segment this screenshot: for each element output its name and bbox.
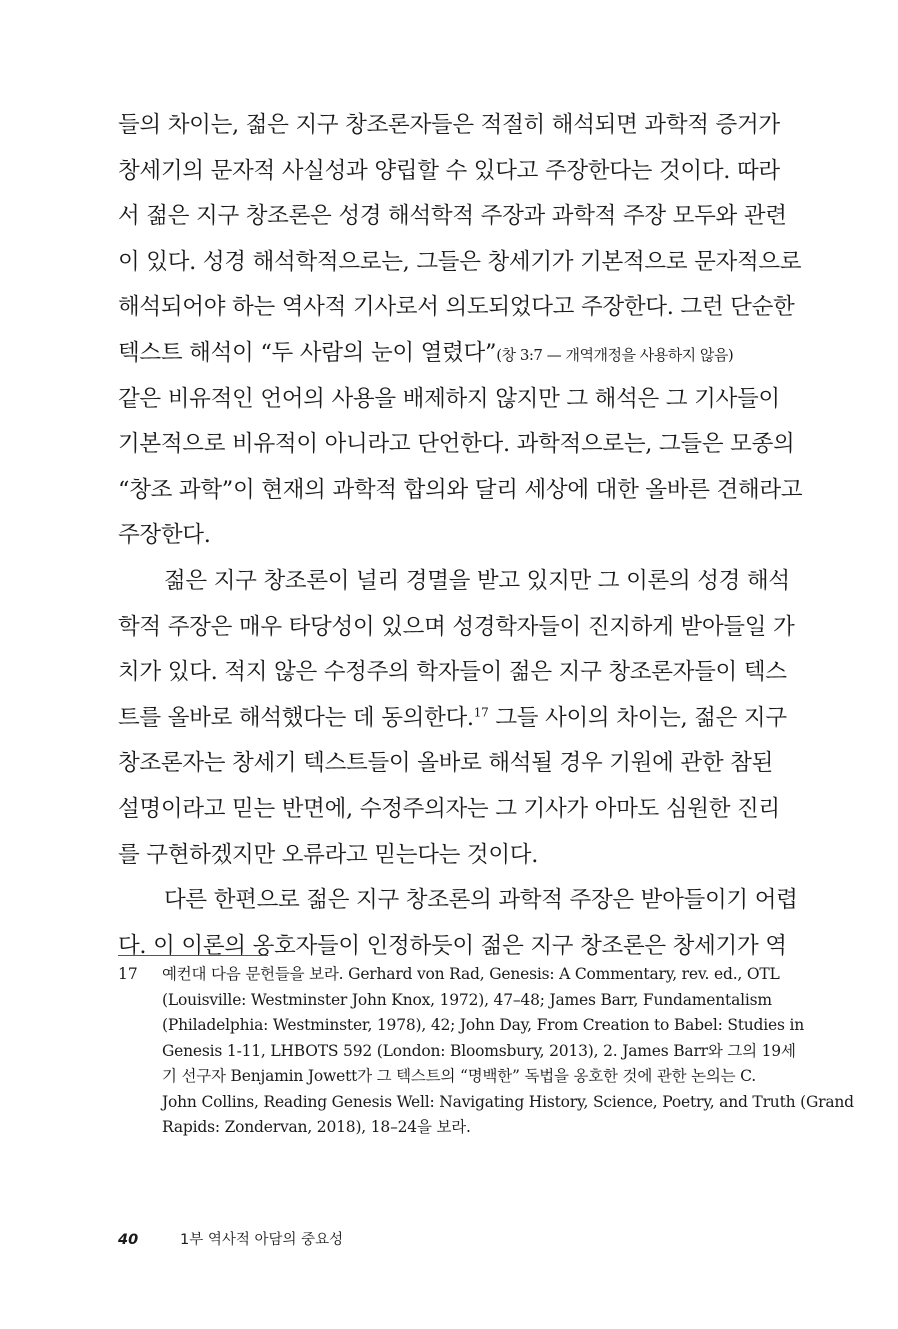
text-line	[118, 696, 787, 742]
footnote-line: 기 선구자 Benjamin Jowett가 그 텍스트의 “명백한” 독법을 옹호한 것에 관한 논의는 C.	[162, 1067, 756, 1085]
footnote-line: (Philadelphia: Westminster, 1978), 42; John Day, From Creation to Babel: Studies in	[162, 1016, 805, 1034]
scripture-note: (창 3:7 — 개역개정을 사용하지 않음)	[496, 345, 734, 364]
text-line: 같은 비유적인 언어의 사용을 배제하지 않지만 그 해석은 그 기사들이	[118, 385, 780, 412]
text-line: 해석되어야 하는 역사적 기사로서 의도되었다고 주장한다. 그런 단순한	[118, 294, 795, 321]
text-line: 다른 한편으로 젊은 지구 창조론의 과학적 주장은 받아들이기 어렵	[164, 887, 798, 914]
text-line: 설명이라고 믿는 반면에, 수정주의자는 그 기사가 아마도 심원한 진리	[118, 795, 780, 822]
text-span: 텍스트 해석이 “두 사람의 눈이 열렸다”	[118, 339, 497, 366]
footnote-line: Rapids: Zondervan, 2018), 18–24을 보라.	[162, 1118, 471, 1136]
page-number: 40	[118, 1232, 139, 1248]
text-line: 젊은 지구 창조론이 널리 경멸을 받고 있지만 그 이론의 성경 해석	[164, 567, 790, 594]
footnote-line: (Louisville: Westminster John Knox, 1972), 47–48; James Barr, Fundamentalism	[162, 990, 772, 1009]
text-line: 학적 주장은 매우 타당성이 있으며 성경학자들이 진지하게 받아들일 가	[118, 613, 795, 640]
text-line: 들의 차이는, 젊은 지구 창조론자들은 적절히 해석되면 과학적 증거가	[118, 112, 780, 138]
text-line	[118, 331, 734, 377]
footnote-number: 17	[118, 965, 138, 983]
footnote-body	[162, 962, 854, 1141]
running-head: 1부 역사적 아담의 중요성	[180, 1232, 344, 1248]
footnote-reference: 17	[473, 705, 489, 720]
text-line: “창조 과학”이 현재의 과학적 합의와 달리 세상에 대한 올바른 견해라고	[118, 476, 803, 503]
footnote-divider	[118, 955, 268, 956]
text-line: 창세기의 문자적 사실성과 양립할 수 있다고 주장한다는 것이다. 따라	[118, 157, 780, 184]
text-line: 기본적으로 비유적이 아니라고 단언한다. 과학적으로는, 그들은 모종의	[118, 431, 795, 458]
text-line: 창조론자는 창세기 텍스트들이 올바로 해석될 경우 기원에 관한 참된	[118, 750, 773, 777]
text-line: 치가 있다. 적지 않은 수정주의 학자들이 젊은 지구 창조론자들이 텍스	[118, 659, 787, 686]
footnote-line: 예컨대 다음 문헌들을 보라. Gerhard von Rad, Genesis: A Commentary, rev. ed., OTL	[162, 965, 780, 983]
text-span: 트를 올바로 해석했다는 데 동의한다.	[118, 704, 474, 731]
text-line: 주장한다.	[118, 522, 211, 549]
text-line: 를 구현하겠지만 오류라고 믿는다는 것이다.	[118, 841, 539, 868]
main-text	[118, 103, 803, 969]
text-line: 이 있다. 성경 해석학적으로는, 그들은 창세기가 기본적으로 문자적으로	[118, 248, 802, 275]
footnote-line: Genesis 1-11, LHBOTS 592 (London: Bloomsbury, 2013), 2. James Barr와 그의 19세	[162, 1041, 796, 1060]
text-line: 다. 이 이론의 옹호자들이 인정하듯이 젊은 지구 창조론은 창세기가 역	[118, 932, 787, 959]
text-line: 서 젊은 지구 창조론은 성경 해석학적 주장과 과학적 주장 모두와 관련	[118, 203, 787, 230]
footnote-line: John Collins, Reading Genesis Well: Navigating History, Science, Poetry, and Truth (Grand	[162, 1092, 854, 1111]
text-span: 그들 사이의 차이는, 젊은 지구	[488, 704, 787, 731]
